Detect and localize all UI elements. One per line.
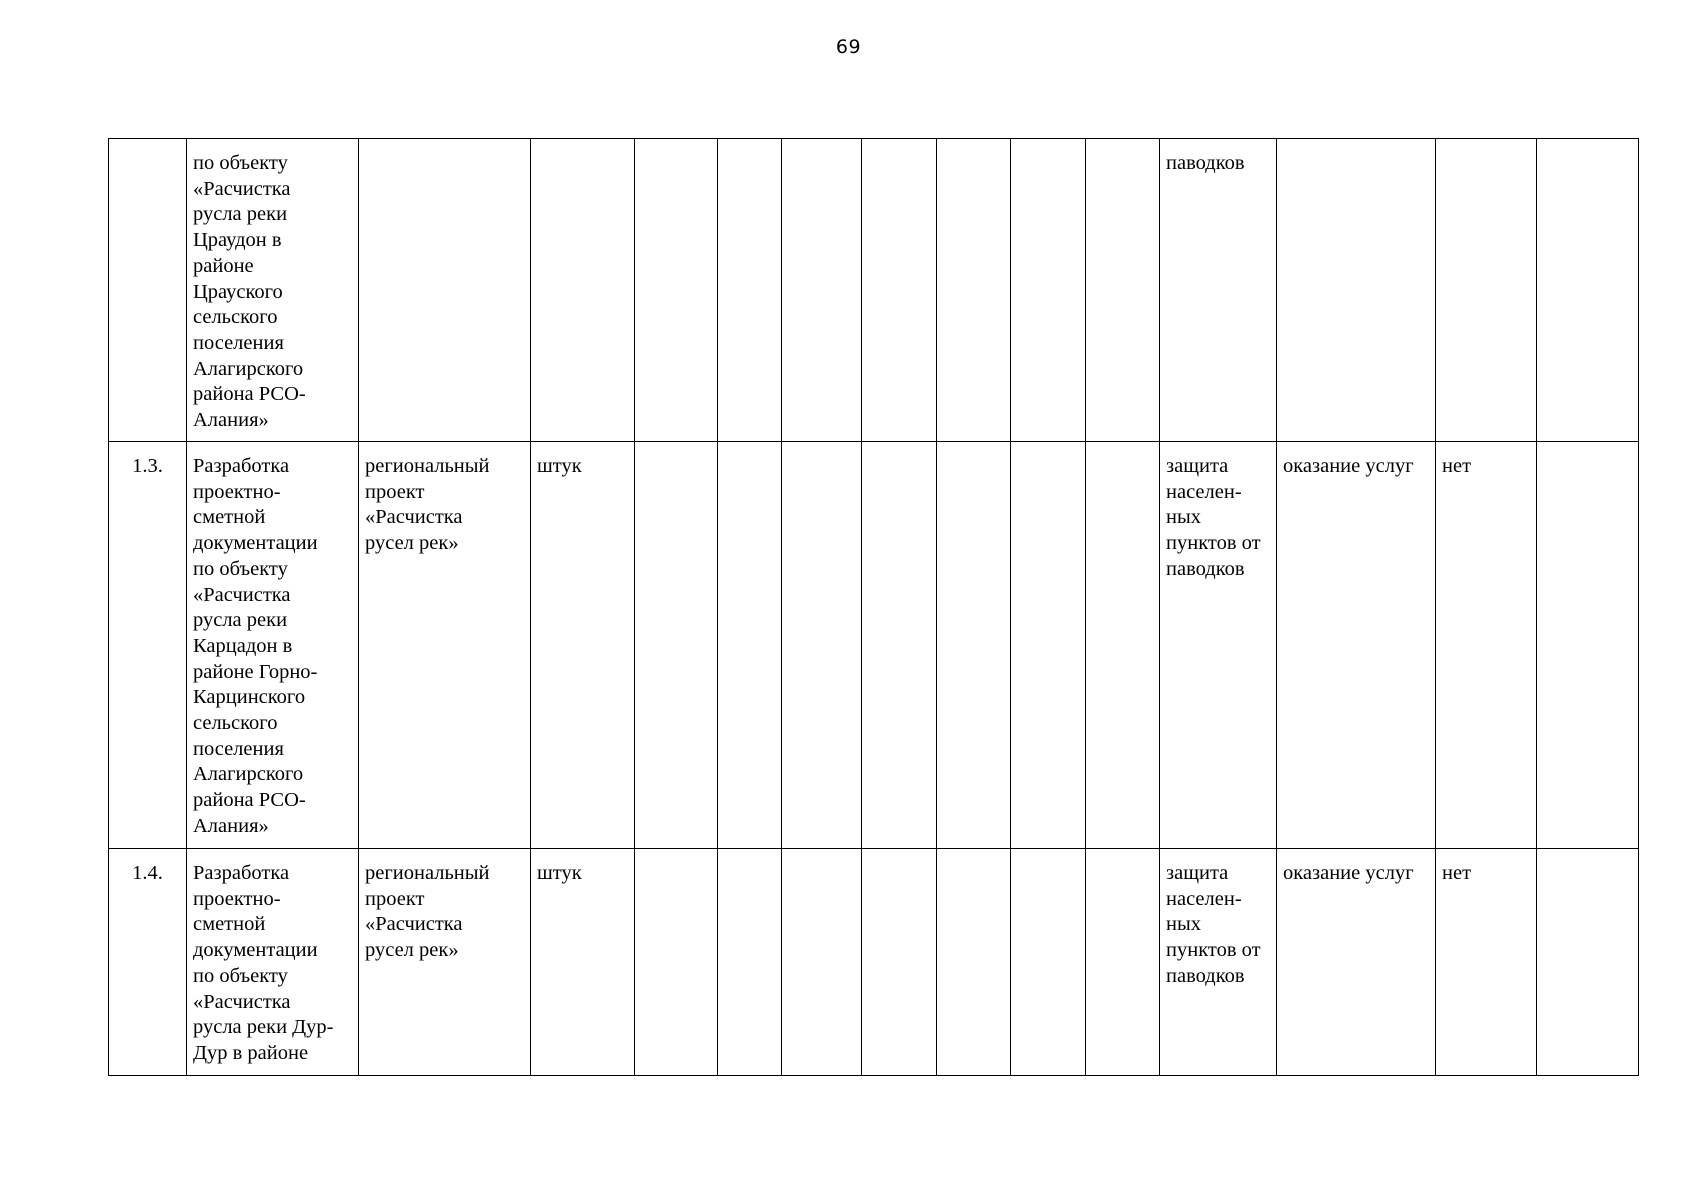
page-number: 69 <box>835 36 862 58</box>
measure-name-text: Разработка проектно- сметной документации по объекту «Расчистка русла реки Дур- Дур в районе <box>193 862 334 1064</box>
purpose-text: защита населен- ных пунктов от паводков <box>1166 862 1261 987</box>
empty-cell <box>1537 442 1639 849</box>
unit-cell <box>531 139 635 442</box>
type-cell: оказание услуг <box>1277 849 1436 1076</box>
type-cell <box>1277 139 1436 442</box>
empty-cell <box>718 139 782 442</box>
empty-cell <box>862 442 937 849</box>
table-row <box>109 139 1639 442</box>
measure-name-text: Разработка проектно- сметной документации по объекту «Расчистка русла реки Карцадон в районе Горно- Карцинского сельского поселения Алагирского района РСО- Алания» <box>193 455 318 837</box>
table-row <box>109 849 1639 1076</box>
project-cell <box>359 139 531 442</box>
empty-cell <box>937 849 1011 1076</box>
row-number-cell: 1.3. <box>109 442 187 849</box>
measure-name-cell <box>187 849 359 1076</box>
empty-cell <box>635 139 718 442</box>
empty-cell <box>1011 849 1086 1076</box>
empty-cell <box>1086 139 1160 442</box>
project-cell <box>359 442 531 849</box>
empty-cell <box>1011 442 1086 849</box>
measure-name-text: по объекту «Расчистка русла реки Цраудон в районе Црауского сельского поселения Алагирского района РСО- Алания» <box>193 152 306 432</box>
empty-cell <box>862 139 937 442</box>
flag-cell: нет <box>1436 849 1537 1076</box>
empty-cell <box>782 849 862 1076</box>
empty-cell <box>782 139 862 442</box>
empty-cell <box>937 139 1011 442</box>
row-number-cell <box>109 139 187 442</box>
empty-cell <box>718 849 782 1076</box>
purpose-cell <box>1160 139 1277 442</box>
empty-cell <box>1537 849 1639 1076</box>
empty-cell <box>782 442 862 849</box>
measure-name-cell <box>187 442 359 849</box>
measure-name-cell <box>187 139 359 442</box>
row-number-cell: 1.4. <box>109 849 187 1076</box>
flag-cell: нет <box>1436 442 1537 849</box>
unit-cell: штук <box>531 849 635 1076</box>
flag-cell <box>1436 139 1537 442</box>
project-text: региональный проект «Расчистка русел рек» <box>365 862 490 962</box>
purpose-cell <box>1160 442 1277 849</box>
project-cell <box>359 849 531 1076</box>
document-table <box>108 138 1639 1076</box>
empty-cell <box>1086 849 1160 1076</box>
empty-cell <box>718 442 782 849</box>
empty-cell <box>862 849 937 1076</box>
unit-cell: штук <box>531 442 635 849</box>
empty-cell <box>635 849 718 1076</box>
empty-cell <box>1086 442 1160 849</box>
purpose-cell <box>1160 849 1277 1076</box>
purpose-text: паводков <box>1166 152 1245 174</box>
type-cell: оказание услуг <box>1277 442 1436 849</box>
empty-cell <box>635 442 718 849</box>
empty-cell <box>1537 139 1639 442</box>
table-row <box>109 442 1639 849</box>
project-text: региональный проект «Расчистка русел рек» <box>365 455 490 555</box>
empty-cell <box>937 442 1011 849</box>
purpose-text: защита населен- ных пунктов от паводков <box>1166 455 1261 580</box>
empty-cell <box>1011 139 1086 442</box>
